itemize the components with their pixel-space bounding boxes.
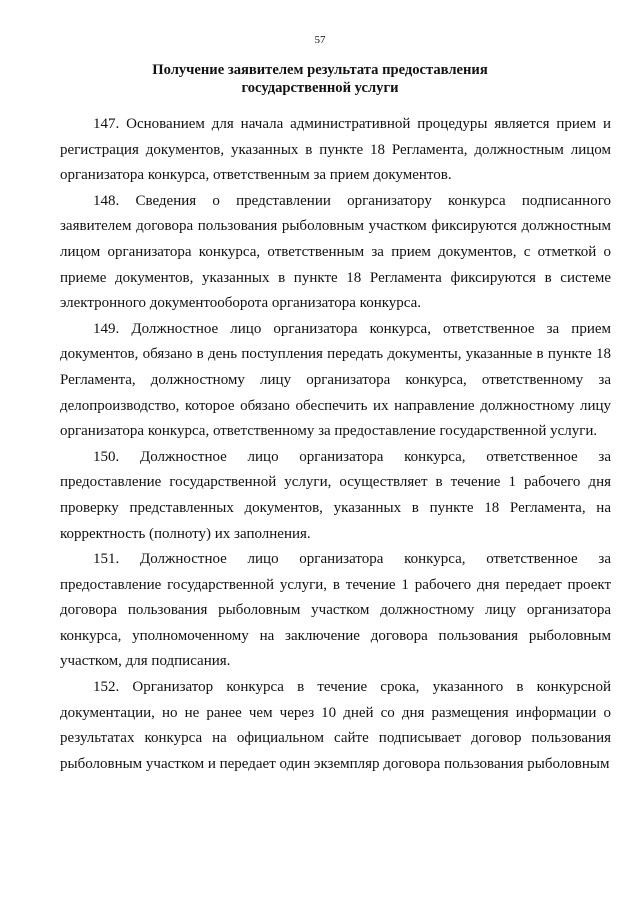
paragraph-151: 151. Должностное лицо организатора конкурса, ответственное за предоставление государственной услуги, в течение 1 рабочего дня передает проект договора пользования рыболовным участком должностному лицу организатора конкурса, уполномоченному на заключение договора пользования рыболовным участком, для подписания. (60, 551, 611, 670)
section-heading-line-1: Получение заявителем результата предоставления (152, 62, 488, 78)
document-body (60, 112, 611, 777)
section-heading (60, 61, 580, 97)
page-number: 57 (314, 34, 326, 46)
section-heading-line-2: государственной услуги (241, 80, 399, 96)
paragraph-150: 150. Должностное лицо организатора конкурса, ответственное за предоставление государственной услуги, осуществляет в течение 1 рабочего дня проверку представленных документов, указанных в пункте 18 Регламента, на корректность (полноту) их заполнения. (60, 448, 611, 542)
paragraph-147: 147. Основанием для начала административной процедуры является прием и регистрация документов, указанных в пункте 18 Регламента, должностным лицом организатора конкурса, ответственным за прием документов. (60, 116, 611, 184)
paragraph-149: 149. Должностное лицо организатора конкурса, ответственное за прием документов, обязано в день поступления передать документы, указанные в пункте 18 Регламента, должностному лицу организатора конкурса, ответственному за делопроизводство, которое обязано обеспечить их направление должностному лицу организатора конкурса, ответственному за предоставление государственной услуги. (60, 320, 611, 440)
paragraph-152: 152. Организатор конкурса в течение срока, указанного в конкурсной документации, но не ранее чем через 10 дней со дня размещения информации о результатах конкурса на официальном сайте подписывает договор пользования рыболовным участком и передает один экземпляр договора пользования рыболовным (60, 679, 611, 772)
paragraph-148: 148. Сведения о представлении организатору конкурса подписанного заявителем договора пользования рыболовным участком фиксируются должностным лицом организатора конкурса, ответственным за прием документов, с отметкой о приеме документов, указанных в пункте 18 Регламента фиксируются в системе электронного документооборота организатора конкурса. (60, 192, 611, 312)
